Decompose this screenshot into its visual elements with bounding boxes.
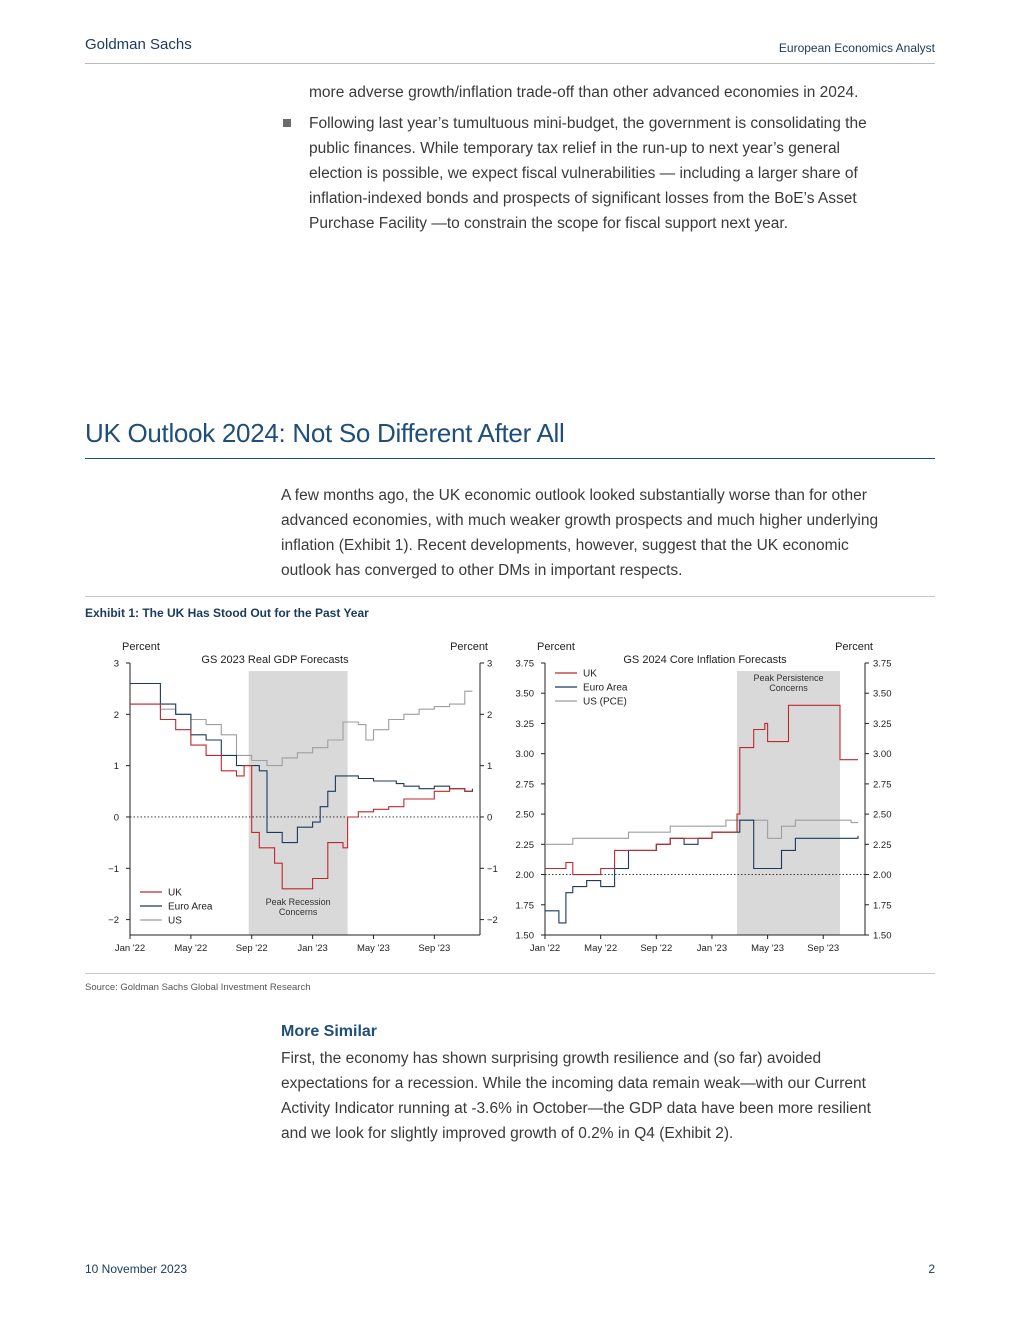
y-tick-label-right: 1.75 [873, 900, 892, 912]
y-tick-label-left: −2 [108, 915, 119, 927]
x-tick-label: Sep '22 [640, 943, 673, 954]
paragraph-line: First, the economy has shown surprising growth resilience and (so far) avoided [281, 1050, 822, 1067]
bullet-line: public finances. While temporary tax relief in the run-up to next year’s general [309, 140, 841, 157]
intro-continuation: more adverse growth/inflation trade-off than other advanced economies in 2024. [309, 84, 859, 101]
y-tick-label-right: 1 [487, 761, 493, 773]
y-tick-label-right: 3.00 [873, 749, 892, 761]
intro-bullet [309, 111, 935, 236]
core-inflation-chart [516, 641, 892, 954]
x-tick-label: May '23 [751, 943, 785, 954]
x-tick-label: May '22 [174, 943, 208, 954]
y-tick-label-right: 3.50 [873, 688, 892, 700]
section-divider [85, 458, 935, 459]
bullet-line: inflation-indexed bonds and prospects of significant losses from the BoE’s Asset [309, 190, 857, 207]
x-tick-label: Jan '23 [696, 943, 728, 954]
y-tick-label-left: 2.00 [515, 870, 534, 882]
y-tick-label-left: 2.75 [515, 779, 534, 791]
y-tick-label-left: 1.50 [515, 930, 534, 942]
subsection-paragraph [281, 1046, 935, 1146]
y-axis-label-right: Percent [835, 641, 873, 653]
shade-label: Peak Persistence [753, 673, 824, 683]
bullet-line: Purchase Facility —to constrain the scope for fiscal support next year. [309, 215, 789, 232]
footer-date: 10 November 2023 [85, 1262, 188, 1276]
chart-title: GS 2024 Core Inflation Forecasts [623, 654, 787, 666]
chart-title: GS 2023 Real GDP Forecasts [201, 654, 349, 666]
y-tick-label-right: 2.25 [873, 839, 892, 851]
y-tick-label-right: 1.50 [873, 930, 892, 942]
brand-name: Goldman Sachs [85, 36, 192, 53]
legend-label: Euro Area [168, 901, 213, 913]
exhibit-charts [85, 630, 935, 965]
x-tick-label: Sep '23 [807, 943, 840, 954]
y-tick-label-right: 3.25 [873, 718, 892, 730]
y-axis-label-right: Percent [450, 641, 488, 653]
x-tick-label: Sep '22 [235, 943, 268, 954]
legend-label: US [168, 915, 182, 927]
publication-title: European Economics Analyst [778, 41, 935, 55]
y-tick-label-left: 3.25 [515, 718, 534, 730]
subsection-heading: More Similar [281, 1023, 378, 1040]
y-tick-label-right: 0 [487, 812, 493, 824]
x-tick-label: Jan '23 [297, 943, 328, 954]
y-tick-label-right: 2.00 [873, 870, 892, 882]
y-tick-label-left: 3.50 [515, 688, 534, 700]
paragraph-line: outlook has converged to other DMs in important respects. [281, 562, 683, 579]
y-tick-label-left: 1.75 [515, 900, 534, 912]
y-tick-label-left: 3.75 [515, 658, 534, 670]
bullet-line: Following last year’s tumultuous mini-budget, the government is consolidating the [309, 115, 867, 132]
header-divider [85, 63, 935, 64]
x-tick-label: May '22 [584, 943, 618, 954]
shaded-region [249, 671, 348, 935]
y-tick-label-right: 2 [487, 709, 493, 721]
legend-label: US (PCE) [583, 696, 627, 708]
x-tick-label: Jan '22 [529, 943, 561, 954]
exhibit-bottom-rule [85, 973, 935, 974]
y-tick-label-left: 0 [113, 812, 119, 824]
exhibit-title: Exhibit 1: The UK Has Stood Out for the Past Year [85, 606, 369, 620]
y-tick-label-right: 2.50 [873, 809, 892, 821]
y-tick-label-right: 3.75 [873, 658, 892, 670]
y-tick-label-left: 2.50 [515, 809, 534, 821]
shade-label: Concerns [769, 683, 808, 693]
y-tick-label-left: −1 [108, 863, 119, 875]
shade-label: Concerns [278, 907, 318, 917]
legend-label: UK [583, 668, 597, 680]
y-tick-label-left: 3.00 [515, 749, 534, 761]
paragraph-line: A few months ago, the UK economic outlook looked substantially worse than for other [281, 487, 867, 504]
y-tick-label-right: −1 [487, 863, 498, 875]
paragraph-line: Activity Indicator running at -3.6% in October—the GDP data have been more resilient [281, 1100, 871, 1117]
paragraph-line: advanced economies, with much weaker growth prospects and much higher underlying [281, 512, 879, 529]
bullet-line: election is possible, we expect fiscal vulnerabilities — including a larger share of [309, 165, 858, 182]
y-tick-label-right: −2 [487, 915, 498, 927]
x-tick-label: Jan '22 [114, 943, 146, 954]
section-title: UK Outlook 2024: Not So Different After All [85, 418, 565, 448]
legend-label: Euro Area [583, 682, 628, 694]
shade-label: Peak Recession [265, 897, 331, 907]
x-tick-label: May '23 [356, 943, 390, 954]
y-tick-label-left: 1 [113, 761, 119, 773]
x-tick-label: Sep '23 [418, 943, 451, 954]
paragraph-line: and we look for slightly improved growth of 0.2% in Q4 (Exhibit 2). [281, 1125, 734, 1142]
y-axis-label-left: Percent [122, 641, 160, 653]
paragraph-line: expectations for a recession. While the incoming data remain weak—with our Current [281, 1075, 866, 1092]
section-paragraph [281, 483, 935, 583]
y-axis-label-left: Percent [537, 641, 575, 653]
paragraph-line: inflation (Exhibit 1). Recent developments, however, suggest that the UK economic [281, 537, 849, 554]
y-tick-label-left: 3 [113, 658, 119, 670]
bullet-marker [283, 119, 291, 127]
y-tick-label-left: 2 [113, 709, 119, 721]
exhibit-source: Source: Goldman Sachs Global Investment Research [85, 982, 311, 993]
legend-label: UK [168, 887, 182, 899]
y-tick-label-left: 2.25 [515, 839, 534, 851]
y-tick-label-right: 3 [487, 658, 493, 670]
y-tick-label-right: 2.75 [873, 779, 892, 791]
page-number: 2 [928, 1262, 935, 1276]
gdp-forecast-chart [108, 641, 498, 954]
exhibit-top-rule [85, 596, 935, 597]
